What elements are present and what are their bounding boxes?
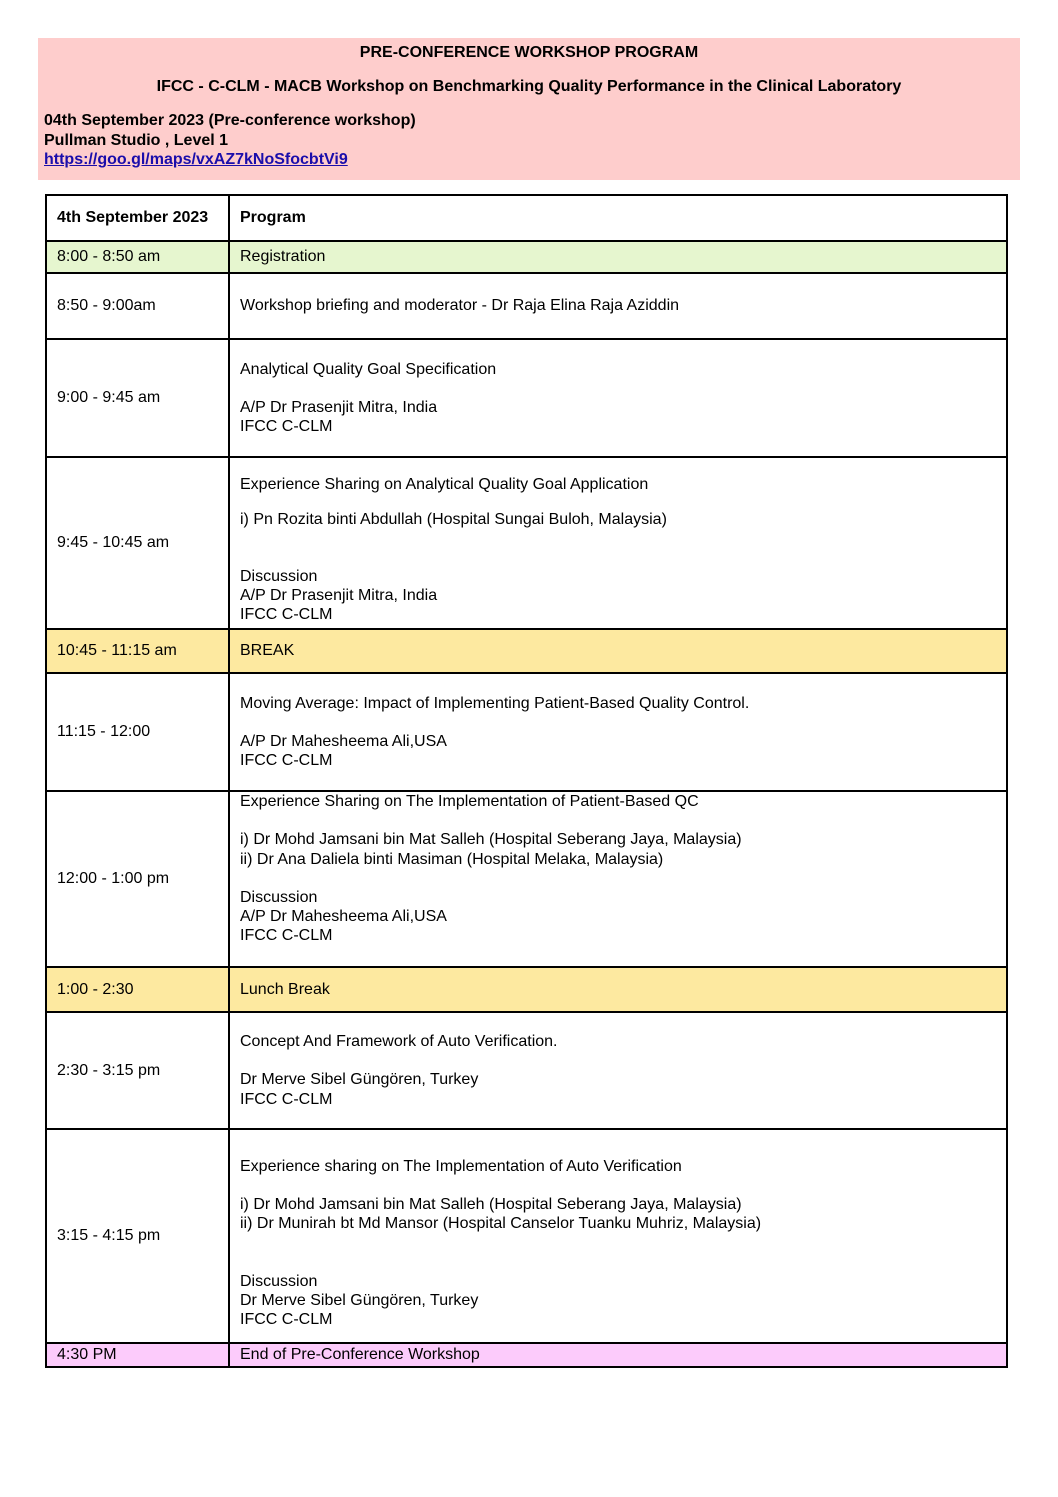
- time-cell: 8:50 - 9:00am: [46, 273, 229, 339]
- time-cell: 1:00 - 2:30: [46, 967, 229, 1012]
- speaker-line: i) Pn Rozita binti Abdullah (Hospital Sungai Buloh, Malaysia): [240, 510, 667, 528]
- discussion-label: Discussion: [240, 567, 318, 585]
- program-cell: [229, 629, 1007, 673]
- program-line: Experience Sharing on Analytical Quality Goal Application: [240, 476, 649, 494]
- time-cell: 8:00 - 8:50 am: [46, 241, 229, 273]
- table-row: [46, 1012, 1007, 1129]
- program-cell: [229, 673, 1007, 791]
- blank-line: [240, 1051, 1006, 1070]
- blank-line: [240, 529, 1006, 567]
- program-cell: [229, 339, 1007, 457]
- time-cell: 10:45 - 11:15 am: [46, 629, 229, 673]
- program-cell: [229, 457, 1007, 629]
- speaker-line: ii) Dr Munirah bt Md Mansor (Hospital Canselor Tuanku Muhriz, Malaysia): [240, 1215, 762, 1233]
- affiliation-line: IFCC C-CLM: [240, 752, 333, 770]
- speaker-line: A/P Dr Mahesheema Ali,USA: [240, 908, 447, 926]
- time-cell: 12:00 - 1:00 pm: [46, 791, 229, 967]
- discussion-label: Discussion: [240, 1272, 318, 1290]
- time-cell: 2:30 - 3:15 pm: [46, 1012, 229, 1129]
- affiliation-line: IFCC C-CLM: [240, 1090, 333, 1108]
- workshop-subtitle: IFCC - C-CLM - MACB Workshop on Benchmarking Quality Performance in the Clinical Laboratory: [156, 78, 902, 95]
- blank-line: [240, 1176, 1006, 1195]
- time-cell: 11:15 - 12:00: [46, 673, 229, 791]
- program-cell: [229, 791, 1007, 967]
- program-line: BREAK: [240, 642, 295, 660]
- blank-line: [240, 811, 1006, 830]
- time-cell: 3:15 - 4:15 pm: [46, 1129, 229, 1343]
- program-cell: [229, 1343, 1007, 1367]
- program-table: [45, 194, 1008, 1368]
- program-cell: [229, 1129, 1007, 1343]
- program-line: Workshop briefing and moderator - Dr Raja Elina Raja Aziddin: [240, 297, 680, 315]
- program-column-header: Program: [229, 195, 1007, 241]
- speaker-line: i) Dr Mohd Jamsani bin Mat Salleh (Hospital Seberang Jaya, Malaysia): [240, 831, 742, 849]
- affiliation-line: IFCC C-CLM: [240, 418, 333, 436]
- page-title: PRE-CONFERENCE WORKSHOP PROGRAM: [359, 44, 699, 61]
- program-line: Analytical Quality Goal Specification: [240, 360, 497, 378]
- table-row: [46, 1343, 1007, 1367]
- blank-line: [240, 379, 1006, 398]
- table-row: [46, 273, 1007, 339]
- table-row: [46, 967, 1007, 1012]
- program-line: Registration: [240, 248, 326, 266]
- time-cell: 4:30 PM: [46, 1343, 229, 1367]
- affiliation-line: IFCC C-CLM: [240, 606, 333, 624]
- speaker-line: Dr Merve Sibel Güngören, Turkey: [240, 1071, 479, 1089]
- program-cell: [229, 273, 1007, 339]
- program-cell: [229, 1012, 1007, 1129]
- program-line: Concept And Framework of Auto Verification.: [240, 1033, 558, 1051]
- blank-line: [240, 713, 1006, 732]
- affiliation-line: IFCC C-CLM: [240, 1311, 333, 1329]
- table-row: [46, 339, 1007, 457]
- affiliation-line: IFCC C-CLM: [240, 927, 333, 945]
- blank-line: [240, 1234, 1006, 1272]
- table-header-row: [46, 195, 1007, 241]
- time-cell: 9:00 - 9:45 am: [46, 339, 229, 457]
- speaker-line: A/P Dr Prasenjit Mitra, India: [240, 587, 438, 605]
- blank-line: [240, 869, 1006, 888]
- discussion-label: Discussion: [240, 888, 318, 906]
- venue-line: Pullman Studio , Level 1: [44, 132, 229, 149]
- time-cell: 9:45 - 10:45 am: [46, 457, 229, 629]
- table-row: [46, 457, 1007, 629]
- speaker-line: A/P Dr Mahesheema Ali,USA: [240, 732, 447, 750]
- table-row: [46, 1129, 1007, 1343]
- program-line: Experience sharing on The Implementation of Auto Verification: [240, 1157, 682, 1175]
- program-cell: [229, 241, 1007, 273]
- table-row: [46, 673, 1007, 791]
- table-row: [46, 791, 1007, 967]
- map-link[interactable]: https://goo.gl/maps/vxAZ7kNoSfocbtVi9: [44, 151, 348, 168]
- speaker-line: A/P Dr Prasenjit Mitra, India: [240, 398, 438, 416]
- program-cell: [229, 967, 1007, 1012]
- program-line: End of Pre-Conference Workshop: [240, 1346, 480, 1364]
- program-line: Lunch Break: [240, 980, 330, 998]
- program-line: Moving Average: Impact of Implementing Patient-Based Quality Control.: [240, 694, 750, 712]
- time-column-header: 4th September 2023: [46, 195, 229, 241]
- speaker-line: Dr Merve Sibel Güngören, Turkey: [240, 1291, 479, 1309]
- table-row: [46, 241, 1007, 273]
- speaker-line: ii) Dr Ana Daliela binti Masiman (Hospital Melaka, Malaysia): [240, 850, 664, 868]
- program-line: Experience Sharing on The Implementation of Patient-Based QC: [240, 793, 699, 810]
- speaker-line: i) Dr Mohd Jamsani bin Mat Salleh (Hospital Seberang Jaya, Malaysia): [240, 1195, 742, 1213]
- table-row: [46, 629, 1007, 673]
- header-banner: [38, 38, 1020, 180]
- date-line: 04th September 2023 (Pre-conference workshop): [44, 112, 416, 129]
